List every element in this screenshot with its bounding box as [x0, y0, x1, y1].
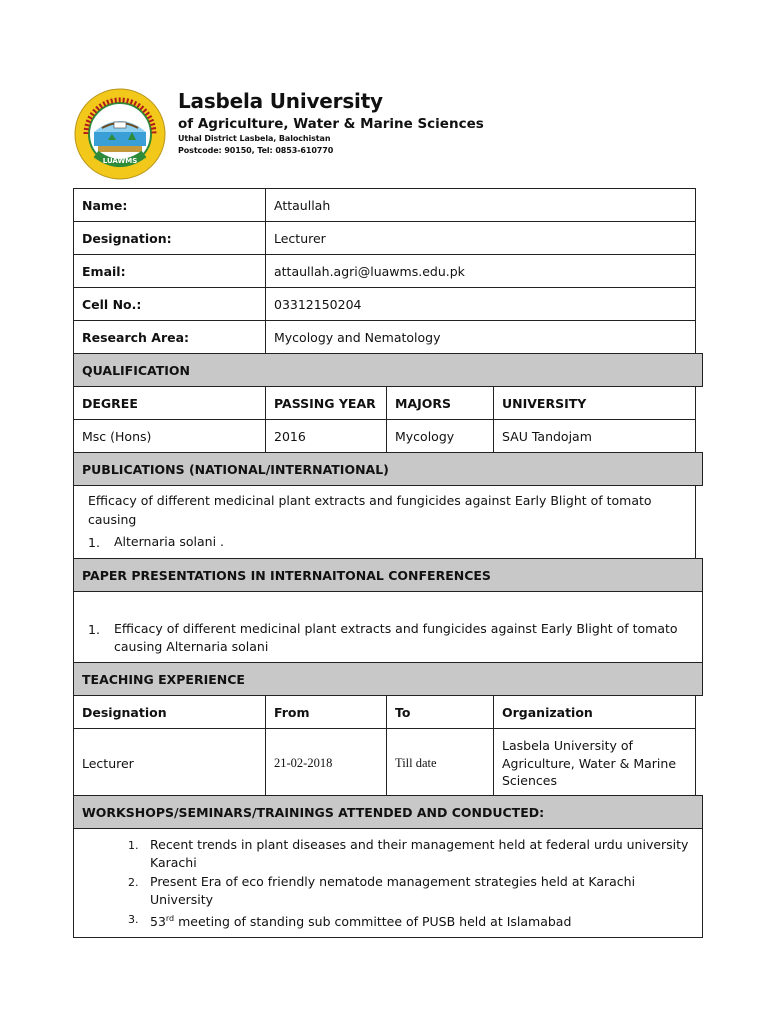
workshop-item3-text: [150, 910, 571, 931]
teach-org-line3: Sciences: [502, 773, 557, 788]
workshop-item1-number: 1.: [128, 839, 139, 852]
qual-header-passing-year: PASSING YEAR: [265, 386, 387, 420]
qual-university: SAU Tandojam: [493, 419, 696, 453]
publication-item-number: 1.: [88, 535, 100, 550]
qual-degree: Msc (Hons): [73, 419, 266, 453]
postcode-line: Postcode: 90150, Tel: 0853-610770: [178, 146, 334, 155]
teach-header-from: From: [265, 695, 387, 729]
cell-value: 03312150204: [265, 287, 696, 321]
qual-year: 2016: [265, 419, 387, 453]
publication-text-line2: causing: [88, 512, 137, 527]
publication-text-line1: Efficacy of different medicinal plant extracts and fungicides against Early Blight of tomato: [88, 493, 652, 508]
university-name: Lasbela University: [178, 89, 383, 113]
qual-header-university: UNIVERSITY: [493, 386, 696, 420]
workshop-item1-line2: Karachi: [150, 855, 197, 870]
workshop-item2-line2: University: [150, 892, 214, 907]
publications-heading: PUBLICATIONS (NATIONAL/INTERNATIONAL): [73, 452, 703, 486]
workshop-item3-body: meeting of standing sub committee of PUSB held at Islamabad: [174, 914, 572, 930]
svg-text:LUAWMS: LUAWMS: [102, 157, 138, 165]
workshop-item1-line1: Recent trends in plant diseases and their management held at federal urdu university: [150, 837, 689, 852]
teach-header-designation: Designation: [73, 695, 266, 729]
address-line: Uthal District Lasbela, Balochistan: [178, 134, 331, 143]
research-area-label: Research Area:: [73, 320, 266, 354]
email-label: Email:: [73, 254, 266, 288]
presentations-heading: PAPER PRESENTATIONS IN INTERNAITONAL CONFERENCES: [73, 558, 703, 592]
teach-to: Till date: [386, 728, 494, 798]
workshops-heading: WORKSHOPS/SEMINARS/TRAININGS ATTENDED AND CONDUCTED:: [73, 795, 703, 829]
name-value: Attaullah: [265, 188, 696, 222]
teach-header-organization: Organization: [493, 695, 696, 729]
designation-value: Lecturer: [265, 221, 696, 255]
workshop-item2-line1: Present Era of eco friendly nematode management strategies held at Karachi: [150, 874, 636, 889]
teach-designation: Lecturer: [73, 728, 266, 798]
teach-org-line1: Lasbela University of: [502, 738, 633, 753]
qualification-heading: QUALIFICATION: [73, 353, 703, 387]
name-label: Name:: [73, 188, 266, 222]
teach-header-to: To: [386, 695, 494, 729]
qual-majors: Mycology: [386, 419, 494, 453]
workshop-item3-ordinal: 53: [150, 914, 166, 930]
qual-header-majors: MAJORS: [386, 386, 494, 420]
teach-from: 21-02-2018: [265, 728, 387, 798]
teach-organization: [493, 728, 696, 798]
qual-header-degree: DEGREE: [73, 386, 266, 420]
cell-label: Cell No.:: [73, 287, 266, 321]
workshop-item2-number: 2.: [128, 876, 139, 889]
designation-label: Designation:: [73, 221, 266, 255]
teach-org-line2: Agriculture, Water & Marine: [502, 755, 677, 771]
teaching-heading: TEACHING EXPERIENCE: [73, 662, 703, 696]
presentation-item-line2: causing Alternaria solani: [114, 639, 269, 654]
university-subtitle: of Agriculture, Water & Marine Sciences: [178, 116, 484, 132]
workshop-item3-ordinal-suffix: rd: [165, 914, 175, 923]
presentation-item-line1: Efficacy of different medicinal plant extracts and fungicides against Early Blight of tomato: [114, 621, 678, 636]
research-area-value: Mycology and Nematology: [265, 320, 696, 354]
university-seal-logo: [74, 88, 166, 180]
presentation-item-number: 1.: [88, 622, 100, 637]
publication-item-text: Alternaria solani .: [114, 534, 224, 549]
workshop-item3-number: 3.: [128, 913, 139, 926]
email-value[interactable]: attaullah.agri@luawms.edu.pk: [265, 254, 696, 288]
